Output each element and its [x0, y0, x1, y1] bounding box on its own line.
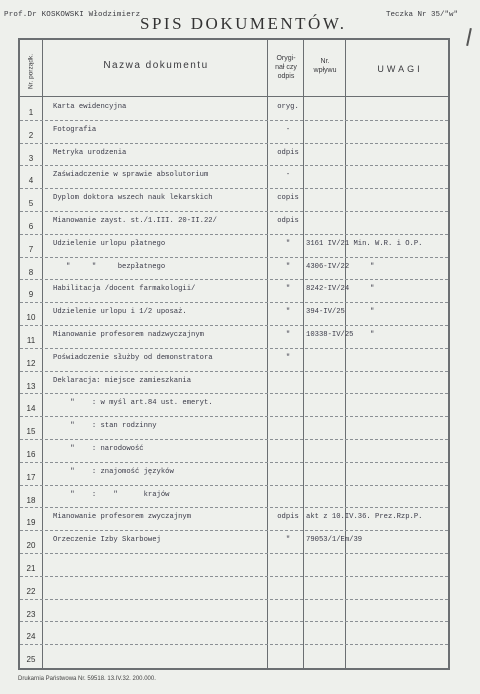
original-or-copy: " [285, 353, 291, 362]
document-name: Dyplom doktora wszech nauk lekarskich [53, 194, 213, 203]
row-number: 9 [28, 290, 34, 300]
row-number: 7 [28, 244, 34, 254]
row-divider [20, 257, 448, 258]
document-name: Metryka urodzenia [53, 148, 127, 157]
folder-number: Teczka Nr 35/"w" [386, 11, 459, 19]
original-or-copy: oryg. [277, 103, 299, 111]
row-number: 12 [26, 358, 36, 368]
row-number: 8 [28, 267, 34, 277]
row-number: 2 [28, 130, 34, 140]
column-header-nazwa: Nazwa dokumentu [103, 60, 209, 71]
row-number: 14 [26, 404, 36, 414]
row-number: 24 [26, 632, 36, 642]
row-divider [20, 530, 448, 531]
document-name: Udzielenie urlopu płatnego [53, 239, 166, 248]
row-divider [20, 325, 448, 326]
column-divider [267, 40, 268, 668]
row-divider [20, 439, 448, 440]
document-name: " : stan rodzinny [53, 422, 157, 431]
row-number: 13 [26, 381, 36, 391]
document-name: Karta ewidencyjna [53, 103, 127, 111]
row-number: 15 [26, 427, 36, 437]
document-name: Poświadczenie służby od demonstratora [53, 353, 213, 362]
row-number: 20 [26, 541, 36, 551]
document-name: Orzeczenie Izby Skarbowej [53, 536, 161, 545]
document-name: " : w myśl art.84 ust. emeryt. [53, 399, 213, 408]
row-divider [20, 462, 448, 463]
intake-number: 79053/1/Em/39 [306, 536, 363, 545]
original-or-copy: " [285, 308, 291, 317]
row-divider [20, 485, 448, 486]
row-number: 18 [26, 495, 36, 505]
row-number: 23 [26, 609, 36, 619]
document-name: Deklaracja: miejsce zamieszkania [53, 376, 192, 385]
original-or-copy: " [285, 239, 291, 248]
row-number: 17 [26, 472, 36, 482]
pen-mark [466, 28, 472, 46]
original-or-copy: odpis [277, 217, 299, 225]
row-divider [20, 234, 448, 235]
header-divider [20, 96, 448, 97]
remarks: " [370, 308, 375, 317]
original-or-copy: " [285, 262, 291, 271]
original-or-copy: odpis [277, 148, 299, 157]
row-divider [20, 120, 448, 121]
column-divider [42, 40, 43, 668]
original-or-copy: " [285, 285, 291, 294]
row-number: 11 [26, 336, 36, 345]
row-divider [20, 393, 448, 394]
document-name: Zaświadczenie w sprawie absolutorium [53, 171, 209, 180]
document-name: Mianowanie zayst. st./1.III. 20-II.22/ [53, 217, 217, 225]
row-divider [20, 188, 448, 189]
original-or-copy: odpis [277, 513, 299, 522]
header-owner: Prof.Dr KOSKOWSKI Włodzimierz [4, 11, 141, 19]
row-divider [20, 576, 448, 577]
row-divider [20, 165, 448, 166]
row-number: 22 [26, 586, 36, 596]
row-number: 10 [26, 313, 36, 323]
original-or-copy: copis [277, 194, 299, 203]
row-divider [20, 553, 448, 554]
column-header-oryginal: Orygi- nał czy odpis [275, 55, 297, 80]
original-or-copy: - [285, 171, 291, 180]
row-divider [20, 143, 448, 144]
row-number: 5 [28, 199, 34, 209]
page-title: SPIS DOKUMENTÓW. [140, 14, 347, 33]
row-number: 3 [28, 153, 34, 163]
intake-number: 8242-IV/24 [306, 285, 350, 294]
column-header-nr: Nr. porządk. [27, 53, 35, 90]
document-name: " : narodowość [53, 445, 144, 453]
original-or-copy: " [285, 536, 291, 545]
row-divider [20, 279, 448, 280]
original-or-copy: " [285, 331, 291, 339]
document-name: " " bezpłatnego [53, 262, 166, 271]
row-number: 19 [26, 518, 36, 528]
column-header-uwagi: UWAGI [377, 64, 423, 74]
row-divider [20, 302, 448, 303]
row-number: 1 [28, 108, 34, 117]
row-number: 6 [28, 222, 34, 231]
document-name: Habilitacja /docent farmakologii/ [53, 285, 196, 294]
document-name: Udzielenie urlopu i 1/2 uposaż. [53, 308, 187, 317]
document-name: Fotografia [53, 125, 97, 134]
row-number: 4 [28, 176, 34, 186]
remarks: " [370, 262, 375, 271]
row-divider [20, 599, 448, 600]
row-divider [20, 416, 448, 417]
row-divider [20, 644, 448, 645]
intake-number: akt z 10.IV.36. Prez.Rzp.P. [306, 513, 423, 522]
documents-table [18, 38, 450, 670]
column-divider [345, 40, 346, 668]
row-divider [20, 371, 448, 372]
row-divider [20, 348, 448, 349]
intake-number: 3161 IV/21 Min. W.R. i O.P. [306, 239, 423, 248]
document-name: Mianowanie profesorem zwyczajnym [53, 513, 192, 522]
remarks: " [370, 331, 375, 339]
printer-imprint: Drukarnia Państwowa Nr. 59518. 13.IV.32. 200.000. [18, 676, 156, 682]
row-number: 21 [26, 564, 36, 573]
intake-number: 394-IV/25 [306, 308, 345, 317]
intake-number: 4306-IV/22 [306, 262, 350, 271]
remarks: " [370, 285, 375, 294]
document-name: Mianowanie profesorem nadzwyczajnym [53, 331, 204, 339]
document-name: " : znajomość języków [53, 467, 174, 476]
row-divider [20, 507, 448, 508]
row-divider [20, 621, 448, 622]
row-number: 16 [26, 450, 36, 459]
intake-number: 10338-IV/25 [306, 331, 354, 339]
row-divider [20, 211, 448, 212]
row-number: 25 [26, 655, 36, 665]
document-name: " : " krajów [53, 490, 170, 499]
column-header-wplyw: Nr. wpływu [313, 58, 337, 74]
original-or-copy: - [285, 125, 291, 134]
